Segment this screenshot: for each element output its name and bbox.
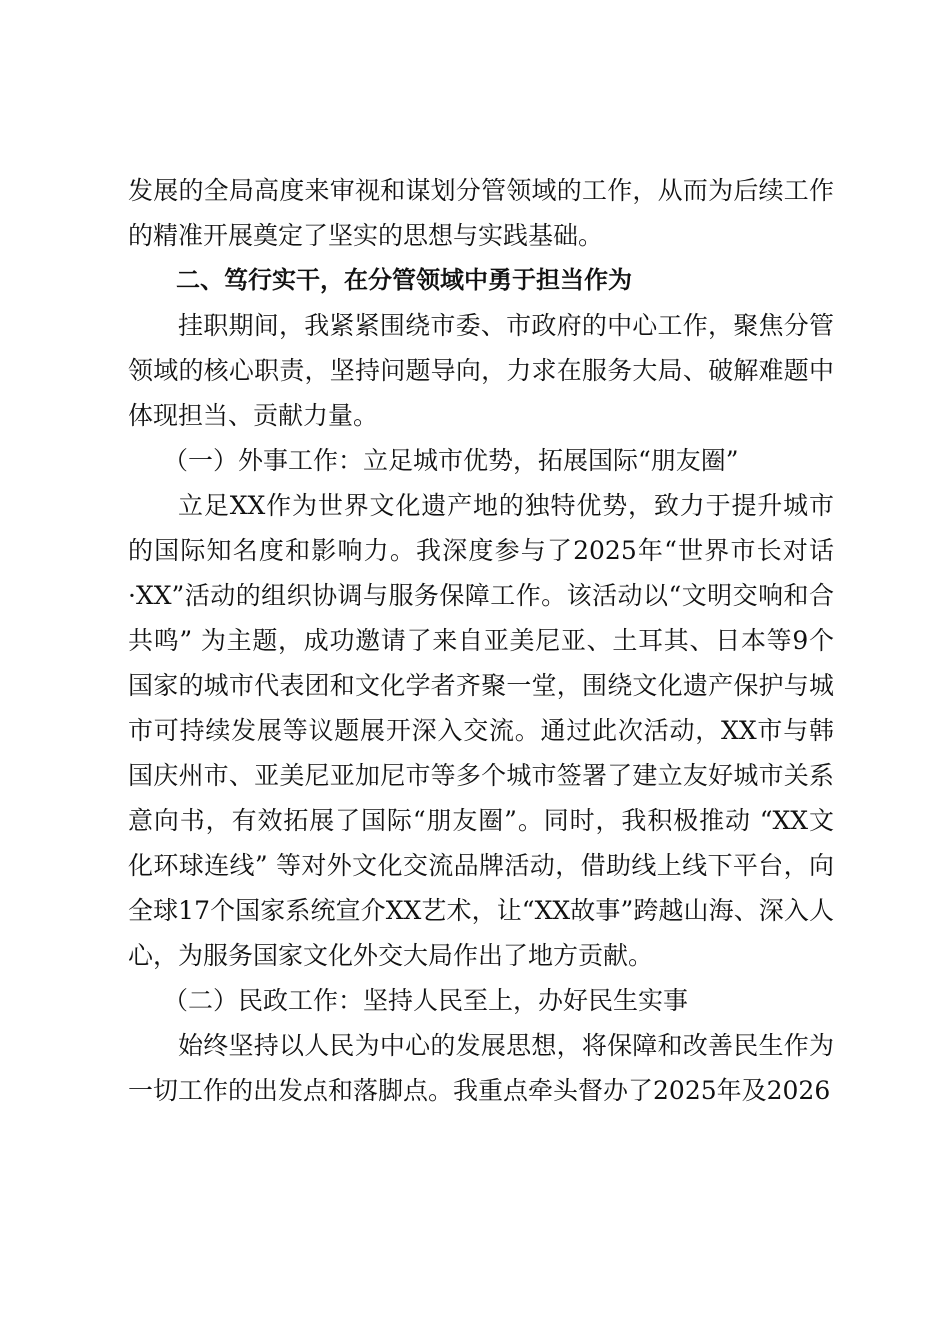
subheading-civil-affairs: （二）民政工作：坚持人民至上，办好民生实事 [163, 986, 689, 1015]
paragraph-foreign-affairs: 立足XX作为世界文化遗产地的独特优势，致力于提升城市的国际知名度和影响力。我深度参与了2025年“世界市长对话·XX”活动的组织协调与服务保障工作。该活动以“文明交响和合共鸣” 为主题，成功邀请了来自亚美尼亚、土耳其、日本等9个国家的城市代表团和文化学者齐聚一堂，围绕文化遗产保护与城市可持续发展等议题展开深入交流。通过此次活动，XX市与韩国庆州市、亚美尼亚加尼市等多个城市签署了建立友好城市关系意向书，有效拓展了国际“朋友圈”。同时，我积极推动 “XX文化环球连线” 等对外文化交流品牌活动，借助线上线下平台，向全球17个国家系统宣介XX艺术，让“XX故事”跨越山海、深入人心，为服务国家文化外交大局作出了地方贡献。 [128, 491, 834, 970]
document-body [128, 168, 834, 1113]
section-heading: 二、笃行实干，在分管领域中勇于担当作为 [176, 266, 632, 294]
subheading-foreign-affairs: （一）外事工作：立足城市优势，拓展国际“朋友圈” [163, 446, 739, 475]
paragraph-civil-affairs: 始终坚持以人民为中心的发展思想，将保障和改善民生作为一切工作的出发点和落脚点。我重点牵头督办了2025年及2026 [128, 1031, 834, 1105]
paragraph-continuation: 发展的全局高度来审视和谋划分管领域的工作，从而为后续工作的精准开展奠定了坚实的思想与实践基础。 [128, 176, 834, 250]
paragraph-intro: 挂职期间，我紧紧围绕市委、市政府的中心工作，聚焦分管领域的核心职责，坚持问题导向，力求在服务大局、破解难题中体现担当、贡献力量。 [128, 311, 834, 430]
